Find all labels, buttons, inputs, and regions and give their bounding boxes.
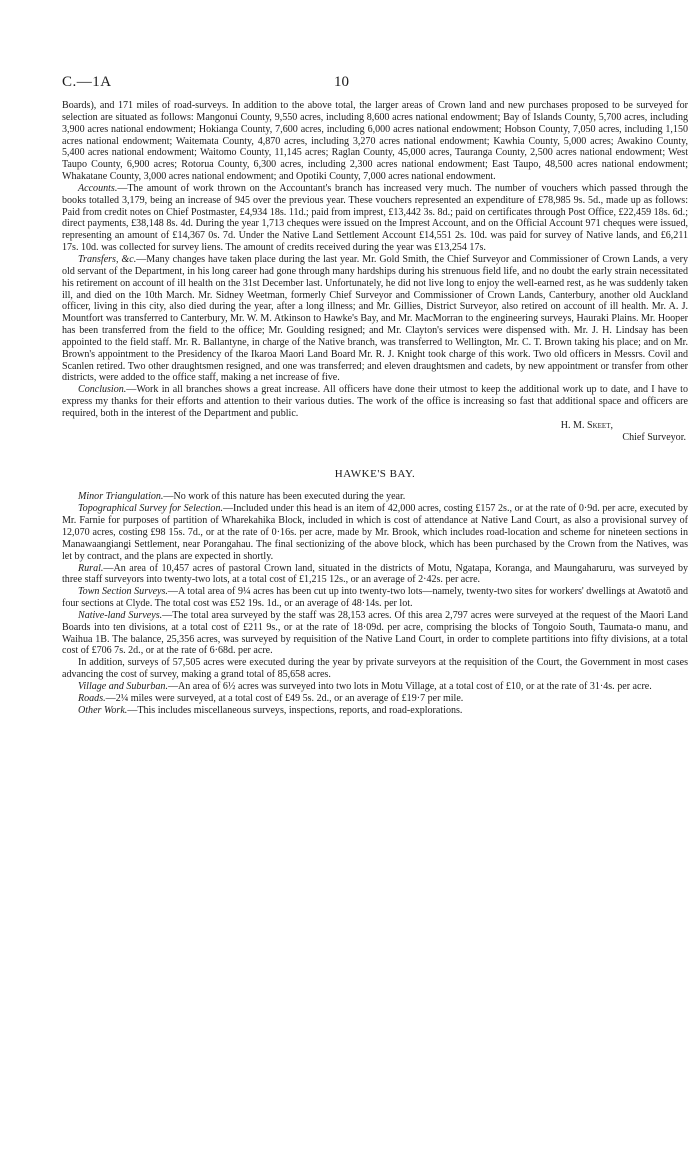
topographical-text: —Included under this head is an item of 42,000 acres, costing £157 2s., or at the rate of 0·9d. per acre, executed by Mr. Farnie for purposes of partition of Wharekahika Block, included in which is cost of attendance at Native Land Court, as also a provisional survey of 12,070 acres, costing £98 15s. 7d., or at the rate of 0·16s. per acre, made by Mr. Brook, which includes road-location and scheme for nineteen sections in Manawaangiangi Settlement, near Porangahau. The final sectionizing of the above block, which has been purchased by the Crown from the Natives, was let by contract, and the plans are expected in shortly. xyxy=(62,503,689,562)
native-land-text: —The total area surveyed by the staff was 28,153 acres. Of this area 2,797 acres were surveyed at the request of the Maori Land Boards into ten divisions, at a total cost of £211 9s., or at the rate of 18·09d. per acre, comprising the blocks of Tongoio South, Taumata-o manu, and Waihua 1B. The balance, 25,356 acres, was surveyed by requisition of the Native Land Court, in order to complete partitions into fifty divisions, at a total cost of £706 7s. 2d., or at the rate of 6·68d. per acre. xyxy=(62,609,689,657)
transfers-heading: Transfers, &c. xyxy=(78,253,137,265)
signature-name xyxy=(62,420,688,432)
minor-triangulation-heading: Minor Triangulation. xyxy=(78,491,164,503)
roads-text: —2¼ miles were surveyed, at a total cost of £49 5s. 2d., or an average of £19·7 per mile. xyxy=(105,692,464,704)
village-text: —An area of 6½ acres was surveyed into two lots in Motu Village, at a total cost of £10, or at the rate of 31·4s. per acre. xyxy=(167,680,652,692)
village-heading: Village and Suburban. xyxy=(78,680,168,692)
town-section-heading: Town Section Surveys. xyxy=(78,586,168,598)
transfers-paragraph xyxy=(62,254,688,384)
town-section-paragraph xyxy=(62,586,688,610)
report-page xyxy=(62,74,688,717)
other-work-text: —This includes miscellaneous surveys, inspections, reports, and road-explorations. xyxy=(127,704,463,716)
other-work-paragraph xyxy=(62,705,688,717)
other-work-heading: Other Work. xyxy=(78,704,128,716)
page-number: 10 xyxy=(334,74,349,90)
signature-initials: H. M. S xyxy=(560,419,593,431)
rural-paragraph xyxy=(62,563,688,587)
intro-paragraph: Boards), and 171 miles of road-surveys. In addition to the above total, the larger areas of Crown land and new purchases proposed to be surveyed for selection are situated as follows: Mangonui County, 9,550 acres, including 8,600 acres national endowment; Bay of Islands County, 5,700 acres, including 3,900 acres national endowment; Hokianga County, 7,600 acres, including 6,000 acres national endowment; Hobson County, 7,050 acres, including 1,150 acres national endowment; Waitemata County, 4,870 acres, including 3,270 acres national endowment; Kawhia County, 5,000 acres; Awakino County, 5,400 acres national endowment; Waitomo County, 11,145 acres; Raglan County, 45,000 acres, Tauranga County, 2,500 acres national endowment; West Taupo County, 6,900 acres; Rotorua County, 6,300 acres, including 2,300 acres national endowment; East Taupo, 48,500 acres national endowment; Whakatane County, 3,000 acres national endowment; and Opotiki County, 7,000 acres national endowment. xyxy=(62,100,688,183)
minor-triangulation-paragraph xyxy=(62,491,688,503)
conclusion-paragraph xyxy=(62,384,688,420)
conclusion-heading: Conclusion. xyxy=(78,384,127,396)
accounts-paragraph xyxy=(62,183,688,254)
signature-block xyxy=(62,420,688,444)
roads-heading: Roads. xyxy=(78,692,106,704)
rural-heading: Rural. xyxy=(78,562,104,574)
report-reference: C.—1A xyxy=(62,74,112,90)
minor-triangulation-text: —No work of this nature has been executed during the year. xyxy=(163,491,406,503)
topographical-heading: Topographical Survey for Selection. xyxy=(78,503,223,515)
auckland-report-body xyxy=(62,100,688,420)
topographical-paragraph xyxy=(62,503,688,562)
roads-paragraph xyxy=(62,693,688,705)
rural-text: —An area of 10,457 acres of pastoral Crown land, situated in the districts of Motu, Ngatapa, Koranga, and Maungaharuru, was surveyed by three staff surveyors into twenty-two lots, at a total cost of £1,215 12s., or an average of 2·42s. per acre. xyxy=(62,562,688,586)
town-section-text: —A total area of 9¼ acres has been cut up into twenty-two lots—namely, twenty-two sites for workers' dwellings at Awatotō and four sections at Clyde. The total cost was £52 19s. 1d., or an average of 48·14s. per lot. xyxy=(62,586,689,610)
private-surveyors-paragraph: In addition, surveys of 57,505 acres were executed during the year by private surveyors at the requisition of the Court, the Government in most cases advancing the cost of survey, making a grand total of 85,658 acres. xyxy=(62,657,688,681)
signature-surname: keet, xyxy=(592,419,613,431)
section-title-hawkes-bay: HAWKE'S BAY. xyxy=(334,468,416,481)
hawkes-bay-body xyxy=(62,491,688,716)
village-paragraph xyxy=(62,681,688,693)
accounts-text: —The amount of work thrown on the Accountant's branch has increased very much. The number of vouchers which passed through the books totalled 3,179, being an increase of 945 over the previous year. These vouchers represented an expenditure of £78,985 9s. 5d., made up as follows: Paid from credit notes on Chief Postmaster, £4,934 18s. 11d.; paid from imprest, £13,442 3s. 8d.; paid on certificates through Post Office, £22,459 18s. 6d.; direct payments, £38,148 8s. 4d. During the year 1,713 cheques were issued on the Imprest Account, and on the Official Account 971 cheques were issued, representing an amount of £14,367 0s. 7d. Under the Native Land Settlement Account £14,551 2s. 10d. was paid for survey of Native lands, and £6,211 17s. 10d. was collected for survey liens. The amount of credits received during the year was £13,254 17s. xyxy=(62,182,688,254)
conclusion-text: —Work in all branches shows a great increase. All officers have done their utmost to keep the additional work up to date, and I have to express my thanks for their efforts and attention to their various duties. The work of the office is increasing so fast that additional space and officers are required, both in the interest of the Department and public. xyxy=(62,384,688,419)
transfers-text: —Many changes have taken place during the last year. Mr. Gold Smith, the Chief Surveyor and Commissioner of Crown Lands, a very old servant of the Department, in his long career had gone through many hardships during his strenuous field life, and no doubt the early strain necessitated his retirement on account of ill health on the 31st December last. Unfortunately, he did not live long to enjoy the well-earned rest, as he was suddenly taken ill, and died on the 10th March. Mr. Sidney Weetman, formerly Chief Surveyor and Commissioner of Crown Lands, Canterbury, another old Auckland officer, living in this city, also died during the year, after a long illness; and Mr. Gillies, District Surveyor, also retired on account of ill health. Mr. A. J. Mountfort was transferred to Canterbury, Mr. W. M. Atkinson to Hawke's Bay, and Mr. MacMorran to the engineering surveys, Hauraki Plains. Mr. Hooper has been transferred from the field to the office; Mr. Goulding resigned; and Mr. Clayton's services were dispensed with. Mr. J. H. Lindsay has been appointed to the field staff. Mr. R. Ballantyne, in charge of the Native branch, was transferred to Wellington, Mr. C. T. Brown taking his place; and on Mr. Brown's appointment to the Presidency of the Ikaroa Maori Land Board Mr. R. J. Knight took charge of this work. Two old officers in Messrs. Covil and Scanlen retired. Two other draughtsmen resigned, and one was transferred; and eleven draughtsmen and cadets, by new appointment or transfer from other districts, were added to the office staff, making a net increase of five. xyxy=(62,253,688,384)
native-land-paragraph xyxy=(62,610,688,657)
accounts-heading: Accounts. xyxy=(78,182,118,194)
signature-title: Chief Surveyor. xyxy=(622,431,686,443)
native-land-heading: Native-land Surveys. xyxy=(78,609,163,621)
page-header xyxy=(62,74,688,100)
